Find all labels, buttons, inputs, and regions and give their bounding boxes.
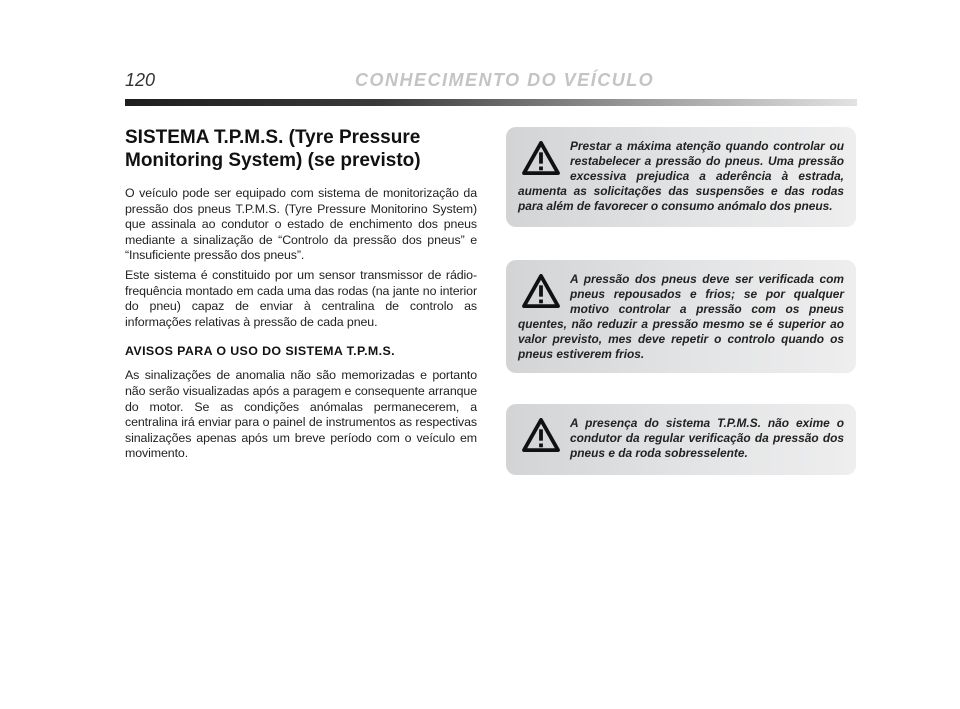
warning-box: [506, 260, 856, 373]
warning-triangle-icon: [522, 141, 560, 175]
warning-triangle-icon: [522, 274, 560, 308]
warning-text: A presença do sistema T.P.M.S. não exime o condutor da regular verificação da pressão dos pneus e da roda sobresselente.: [570, 416, 844, 460]
section-title: SISTEMA T.P.M.S. (Tyre Pressure Monitoring System) (se previsto): [125, 127, 421, 171]
header-rule: [125, 99, 857, 106]
main-column: [125, 126, 477, 466]
warning-text: A pressão dos pneus deve ser verificada com pneus repousados e frios; se por qualquer motivo controlar a pressão com os pneus quentes, não reduzir a pressão mesmo se é superior ao valor previsto, mes deve repetir o controlo quando os pneus estiverem frios.: [518, 272, 844, 361]
warning-box: [506, 127, 856, 227]
subheading: AVISOS PARA O USO DO SISTEMA T.P.M.S.: [125, 344, 395, 359]
intro-paragraph: O veículo pode ser equipado com sistema de monitorização da pressão dos pneus T.P.M.S. (Tyre Pressure Monitorino System) que assinala ao condutor o estado de enchimento dos pneus mediante a sinalização de “Controlo da pressão dos pneus” e “Insuficiente pressão dos pneus”.: [125, 186, 477, 263]
warning-box: [506, 404, 856, 475]
sensor-paragraph: Este sistema é constituido por um sensor transmissor de rádio-frequência montado em cada uma das rodas (na jante no interior do pneu) capaz de enviar à centralina de controlo as informações relativas à pressão de cada pneu.: [125, 267, 477, 329]
warning-text: Prestar a máxima atenção quando controlar ou restabelecer a pressão do pneus. Uma pressão excessiva prejudica a aderência à estrada, aumenta as solicitações das suspensões e das rodas para além de favorecer o consumo anómalo dos pneus.: [518, 139, 844, 213]
running-title: CONHECIMENTO DO VEÍCULO: [355, 70, 655, 90]
page-number: 120: [125, 70, 156, 90]
warning-triangle-icon: [522, 418, 560, 452]
warnings-paragraph: As sinalizações de anomalia não são memorizadas e portanto não serão visualizadas após a paragem e consequente arranque do motor. Se as condições anómalas permanecerem, a centralina irá enviar para o painel de instrumentos as respectivas sinalizações apenas após um breve período com o veículo em movimento.: [125, 368, 477, 461]
